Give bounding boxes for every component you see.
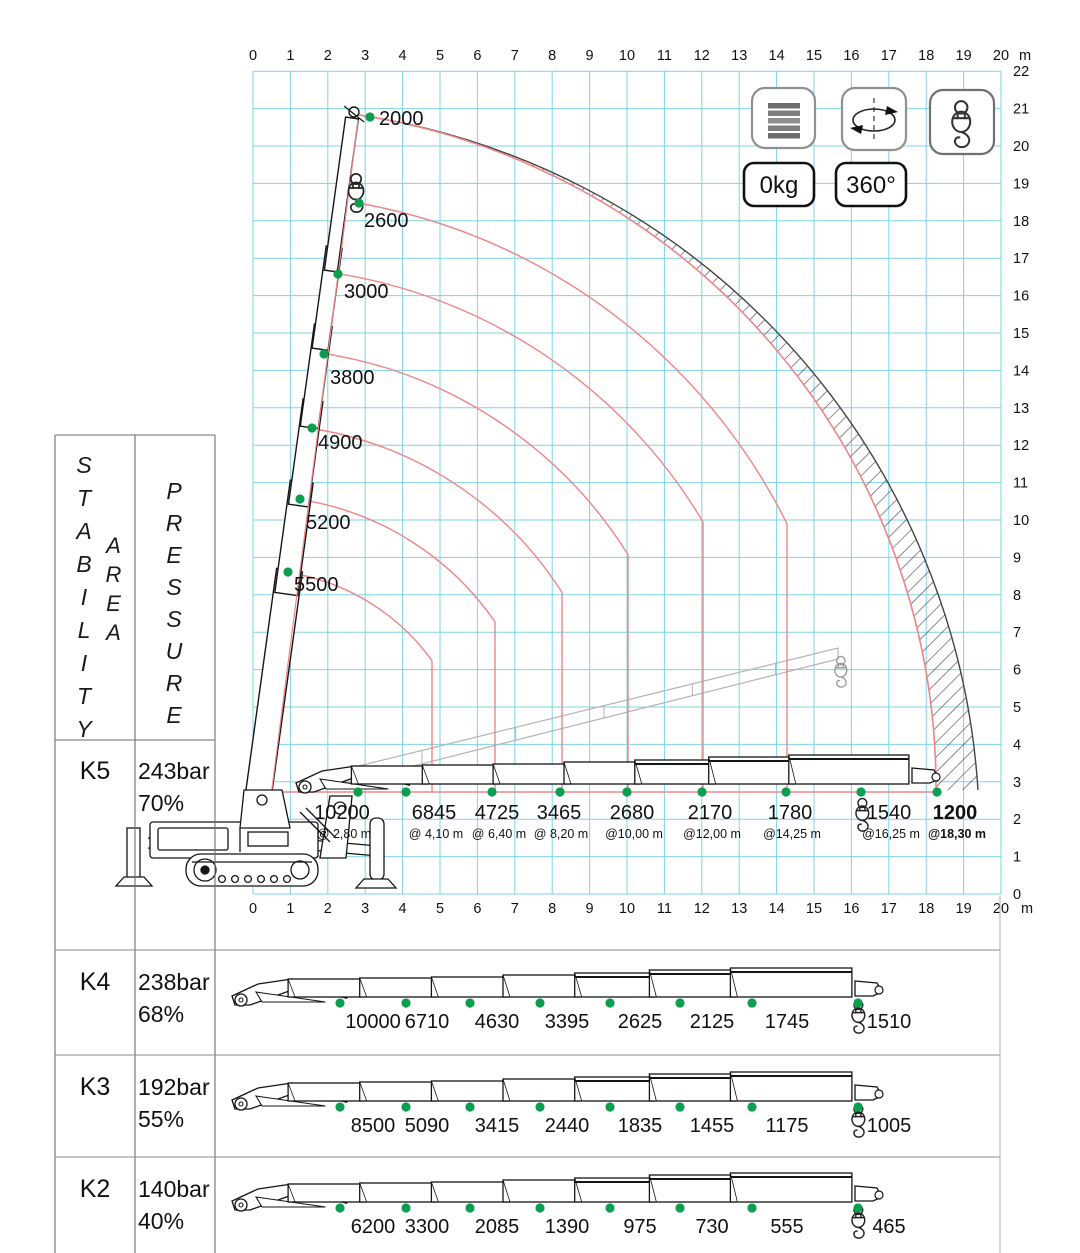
load-value-label: 5500 — [294, 574, 339, 596]
load-value-label: 555 — [770, 1216, 804, 1238]
tip-sheave — [875, 1191, 883, 1199]
pressure-value: 243bar — [138, 758, 210, 784]
stability-value: 55% — [138, 1106, 185, 1132]
area-label: AREA — [101, 533, 126, 649]
config-values-k3 — [138, 1071, 210, 1135]
boom-section — [351, 766, 427, 784]
envelope-hatch-band — [358, 115, 978, 791]
y-axis-tick: 13 — [1013, 400, 1030, 417]
x-axis-tick-top: 9 — [585, 48, 594, 64]
load-radius-label: @ 2,80 m — [316, 827, 372, 841]
track-roller — [232, 876, 239, 883]
vertical-boom-section — [245, 568, 302, 799]
load-point-dot — [747, 1102, 756, 1111]
y-axis-tick: 19 — [1013, 176, 1030, 193]
load-value-label: 1455 — [689, 1115, 735, 1137]
load-point-dot — [605, 1102, 614, 1111]
boom-section — [431, 1182, 508, 1202]
x-axis-tick-bottom: 3 — [361, 901, 370, 917]
x-axis-tick-top: 8 — [548, 48, 557, 64]
boom-section — [288, 979, 365, 997]
x-axis-tick-bottom: 6 — [473, 901, 482, 917]
track-roller — [258, 876, 265, 883]
x-axis-tick-bottom: 9 — [585, 901, 594, 917]
load-value-label: 1780 — [767, 802, 813, 824]
capacity-arc — [358, 203, 787, 524]
tip-sheave — [875, 1090, 883, 1098]
x-axis-tick-bottom: 12 — [693, 901, 710, 917]
x-axis-tick-top: 3 — [361, 48, 370, 64]
load-point-dot — [856, 787, 865, 796]
boom-section — [360, 1183, 437, 1202]
y-axis-tick: 14 — [1013, 363, 1030, 380]
outrigger-pad-left — [116, 877, 152, 886]
hook-icon — [930, 90, 994, 154]
load-value-label: 4630 — [474, 1011, 520, 1033]
load-point-dot — [697, 787, 706, 796]
tip-pulley — [349, 107, 359, 117]
tip-sheave — [875, 986, 883, 994]
load-point-dot — [535, 1203, 544, 1212]
x-axis-tick-bottom: 0 — [248, 901, 258, 917]
boom-section — [503, 975, 580, 997]
x-axis-unit-bottom: m — [1020, 901, 1034, 917]
load-radius-label: @ 4,10 m — [408, 827, 464, 841]
horizontal-boom-k5 — [296, 755, 940, 793]
x-axis-tick-bottom: 2 — [323, 901, 332, 917]
load-point-dot — [353, 787, 362, 796]
load-value-label: 3395 — [544, 1011, 590, 1033]
x-axis-tick-bottom: 10 — [618, 901, 636, 917]
load-value-label: 1005 — [866, 1115, 912, 1137]
load-value-label: 8500 — [350, 1115, 396, 1137]
config-rows — [232, 968, 911, 1238]
load-point-dot — [781, 787, 790, 796]
load-point-dot — [853, 998, 862, 1007]
boom-section — [503, 1180, 580, 1202]
stability-value: 70% — [138, 790, 185, 816]
load-point-dot — [675, 1102, 684, 1111]
x-axis-tick-top: 7 — [510, 48, 519, 64]
drive-sprocket-hub — [201, 866, 209, 874]
x-axis-tick-top: 16 — [843, 48, 860, 64]
track-roller — [284, 876, 291, 883]
load-point-dot — [307, 423, 316, 432]
load-point-dot — [465, 1203, 474, 1212]
load-value-label: 6710 — [404, 1011, 450, 1033]
head-sheave — [235, 1098, 247, 1110]
load-point-dot — [605, 1203, 614, 1212]
load-point-dot — [465, 998, 474, 1007]
load-point-dot — [535, 998, 544, 1007]
load-radius-label: @ 8,20 m — [533, 827, 589, 841]
load-point-dot — [675, 998, 684, 1007]
x-axis-tick-bottom: 16 — [843, 901, 860, 917]
x-axis-tick-bottom: 13 — [731, 901, 748, 917]
boom-section — [431, 1081, 508, 1101]
load-value-label: 10200 — [314, 802, 370, 824]
load-point-dot — [622, 787, 631, 796]
x-axis-tick-bottom: 8 — [548, 901, 557, 917]
y-axis-tick: 3 — [1013, 774, 1022, 791]
boom-section — [564, 762, 640, 784]
capacity-arc — [338, 274, 703, 522]
load-point-dot — [319, 349, 328, 358]
x-axis-tick-bottom: 7 — [510, 901, 519, 917]
load-point-dot — [605, 998, 614, 1007]
load-value-label: 2625 — [617, 1011, 663, 1033]
slew-range-label: 360° — [846, 172, 896, 199]
y-axis-tick: 21 — [1013, 101, 1030, 118]
telescopic-boom — [296, 755, 940, 793]
pressure-value: 192bar — [138, 1074, 210, 1100]
load-point-dot — [401, 1102, 410, 1111]
config-id-k5: K5 — [79, 757, 111, 785]
y-axis-tick: 15 — [1013, 326, 1030, 342]
x-axis-tick-top: 10 — [618, 48, 636, 64]
load-point-dot — [853, 1102, 862, 1111]
outrigger-pad-right — [356, 879, 396, 888]
load-value-label: 5090 — [404, 1115, 450, 1137]
load-point-dot — [283, 567, 292, 576]
boom-section — [288, 1184, 365, 1202]
y-axis-tick: 1 — [1013, 849, 1022, 866]
x-axis-tick-top: 2 — [323, 48, 332, 64]
working-envelope — [358, 115, 978, 791]
config-values-k5 — [138, 755, 210, 819]
outrigger-leg-left — [127, 828, 140, 878]
boom-section — [431, 977, 508, 997]
load-value-label: 3415 — [474, 1115, 520, 1137]
y-axis-tick: 7 — [1013, 625, 1022, 642]
head-sheave — [299, 781, 311, 793]
x-axis-tick-top: 15 — [805, 48, 823, 64]
load-point-dot — [535, 1102, 544, 1111]
load-point-dot — [365, 112, 374, 121]
boom-section — [493, 764, 569, 784]
load-radius-label: @18,30 m — [927, 827, 987, 841]
x-axis-tick-top: 0 — [248, 48, 258, 64]
y-axis-tick: 20 — [1013, 139, 1030, 155]
boom-edge-line — [271, 120, 358, 796]
load-value-label: 730 — [695, 1216, 729, 1238]
load-point-dot — [555, 787, 564, 796]
load-value-label: 3300 — [404, 1216, 450, 1238]
x-axis-tick-top: 11 — [656, 48, 672, 64]
pressure-value: 238bar — [138, 969, 210, 995]
load-point-dot — [354, 198, 363, 207]
load-point-dot — [932, 787, 941, 796]
load-point-dot — [747, 1203, 756, 1212]
y-axis-tick: 18 — [1013, 213, 1030, 230]
y-axis-tick: 6 — [1013, 662, 1022, 679]
load-point-dot — [747, 998, 756, 1007]
x-axis-tick-bottom: 17 — [880, 901, 897, 917]
config-id-k4: K4 — [79, 968, 111, 996]
load-value-label: 3000 — [344, 281, 389, 303]
x-axis-tick-top: 1 — [286, 48, 295, 64]
load-point-dot — [335, 1203, 344, 1212]
x-axis-tick-bottom: 19 — [955, 901, 972, 917]
load-radius-label: @10,00 m — [605, 827, 663, 841]
x-axis-tick-bottom: 1 — [286, 901, 295, 917]
load-value-label: 1835 — [617, 1115, 663, 1137]
outrigger-leg-right — [370, 818, 384, 880]
load-point-dot — [401, 787, 410, 796]
load-point-dot — [295, 494, 304, 503]
y-axis-tick: 16 — [1013, 288, 1030, 305]
config-values-k2 — [138, 1173, 210, 1237]
x-axis-tick-bottom: 20 — [992, 901, 1010, 917]
y-axis-tick: 22 — [1013, 64, 1030, 81]
y-axis-tick: 10 — [1013, 513, 1030, 529]
load-value-label: 6200 — [350, 1216, 396, 1238]
load-value-label: 3465 — [536, 802, 582, 824]
y-axis-tick: 2 — [1013, 812, 1022, 829]
load-value-label: 2680 — [609, 802, 655, 824]
load-value-label: 1200 — [932, 802, 978, 824]
x-axis-tick-top: 20 — [992, 48, 1010, 64]
stability-label: STABILITY — [71, 452, 97, 749]
boom-section — [360, 1082, 437, 1101]
x-axis-tick-top: 19 — [955, 48, 972, 64]
x-axis-tick-top: 6 — [473, 48, 482, 64]
load-radius-label: @16,25 m — [862, 827, 920, 841]
boom-section — [503, 1079, 580, 1101]
x-axis-tick-top: 17 — [880, 48, 897, 64]
x-axis-tick-top: 14 — [768, 48, 785, 64]
y-axis-tick: 8 — [1013, 587, 1022, 604]
load-value-label: 1390 — [544, 1216, 590, 1238]
tip-sheave — [932, 773, 940, 781]
telescopic-boom — [232, 1173, 883, 1211]
load-radius-label: @ 6,40 m — [471, 827, 527, 841]
track-roller — [271, 876, 278, 883]
load-point-dot — [401, 1203, 410, 1212]
config-id-k3: K3 — [79, 1073, 111, 1101]
x-axis-tick-top: 13 — [731, 48, 748, 64]
load-value-label: 1540 — [866, 802, 912, 824]
load-radius-label: @14,25 m — [763, 827, 821, 841]
load-point-dot — [853, 1203, 862, 1212]
telescopic-boom — [232, 968, 883, 1006]
load-value-label: 1510 — [866, 1011, 912, 1033]
crane-body-panel — [158, 828, 228, 850]
load-value-label: 975 — [623, 1216, 657, 1238]
ballast-value-label: 0kg — [759, 172, 799, 199]
idler-wheel — [291, 861, 309, 879]
y-axis-tick: 9 — [1013, 550, 1022, 567]
boom-section — [360, 978, 437, 997]
load-value-label: 4725 — [474, 802, 520, 824]
crane-body-panel — [248, 832, 288, 846]
load-point-dot — [335, 998, 344, 1007]
x-axis-tick-bottom: 4 — [398, 901, 407, 917]
load-point-dot — [333, 269, 342, 278]
load-value-label: 2440 — [544, 1115, 590, 1137]
track-roller — [219, 876, 226, 883]
x-axis-tick-bottom: 11 — [656, 901, 672, 917]
envelope-outer-edge — [358, 115, 978, 790]
load-point-dot — [487, 787, 496, 796]
status-panel — [744, 88, 994, 206]
load-point-dot — [335, 1102, 344, 1111]
load-value-label: 2125 — [689, 1011, 735, 1033]
load-value-label: 2170 — [687, 802, 733, 824]
stability-value: 68% — [138, 1001, 185, 1027]
x-axis-tick-top: 5 — [435, 48, 445, 64]
load-value-label: 6845 — [411, 802, 457, 824]
head-sheave — [235, 1199, 247, 1211]
load-value-label: 1745 — [764, 1011, 810, 1033]
x-axis-tick-top: 18 — [918, 48, 935, 64]
load-value-label: 4900 — [318, 432, 363, 454]
load-point-dot — [465, 1102, 474, 1111]
load-value-label: 2000 — [379, 108, 424, 130]
x-axis-tick-top: 4 — [398, 48, 407, 64]
x-axis-tick-top: 12 — [693, 48, 710, 64]
boom-section — [288, 1083, 365, 1101]
y-axis-tick: 12 — [1013, 438, 1030, 455]
x-axis-tick-bottom: 18 — [918, 901, 935, 917]
y-axis-tick: 4 — [1013, 737, 1022, 754]
y-axis-tick: 11 — [1013, 475, 1029, 492]
pressure-label: PRESSURE — [161, 478, 187, 734]
load-value-label: 5200 — [306, 512, 351, 534]
x-axis-tick-bottom: 5 — [435, 901, 445, 917]
load-value-label: 2085 — [474, 1216, 520, 1238]
boom-section — [422, 765, 498, 784]
config-id-k2: K2 — [79, 1175, 111, 1203]
x-axis-tick-bottom: 15 — [805, 901, 823, 917]
head-sheave — [235, 994, 247, 1006]
load-point-dot — [675, 1203, 684, 1212]
counterweight-plates — [768, 103, 800, 139]
load-point-dot — [401, 998, 410, 1007]
load-value-label: 10000 — [345, 1011, 401, 1033]
track-roller — [245, 876, 252, 883]
telescopic-boom — [232, 1072, 883, 1110]
load-value-label: 2600 — [364, 210, 409, 232]
ghost-hook-icon — [835, 656, 847, 687]
stability-value: 40% — [138, 1208, 185, 1234]
load-radius-label: @12,00 m — [683, 827, 741, 841]
load-value-label: 3800 — [330, 367, 375, 389]
boom-foot-pivot — [257, 795, 267, 805]
y-axis-tick: 17 — [1013, 251, 1030, 268]
config-values-k4 — [138, 966, 210, 1030]
x-axis-tick-bottom: 14 — [768, 901, 785, 917]
load-value-label: 465 — [872, 1216, 906, 1238]
x-axis-unit-top: m — [1018, 48, 1032, 64]
y-axis-tick: 0 — [1013, 887, 1022, 903]
y-axis-tick: 5 — [1013, 700, 1022, 716]
pressure-value: 140bar — [138, 1176, 210, 1202]
load-value-label: 1175 — [765, 1115, 809, 1137]
